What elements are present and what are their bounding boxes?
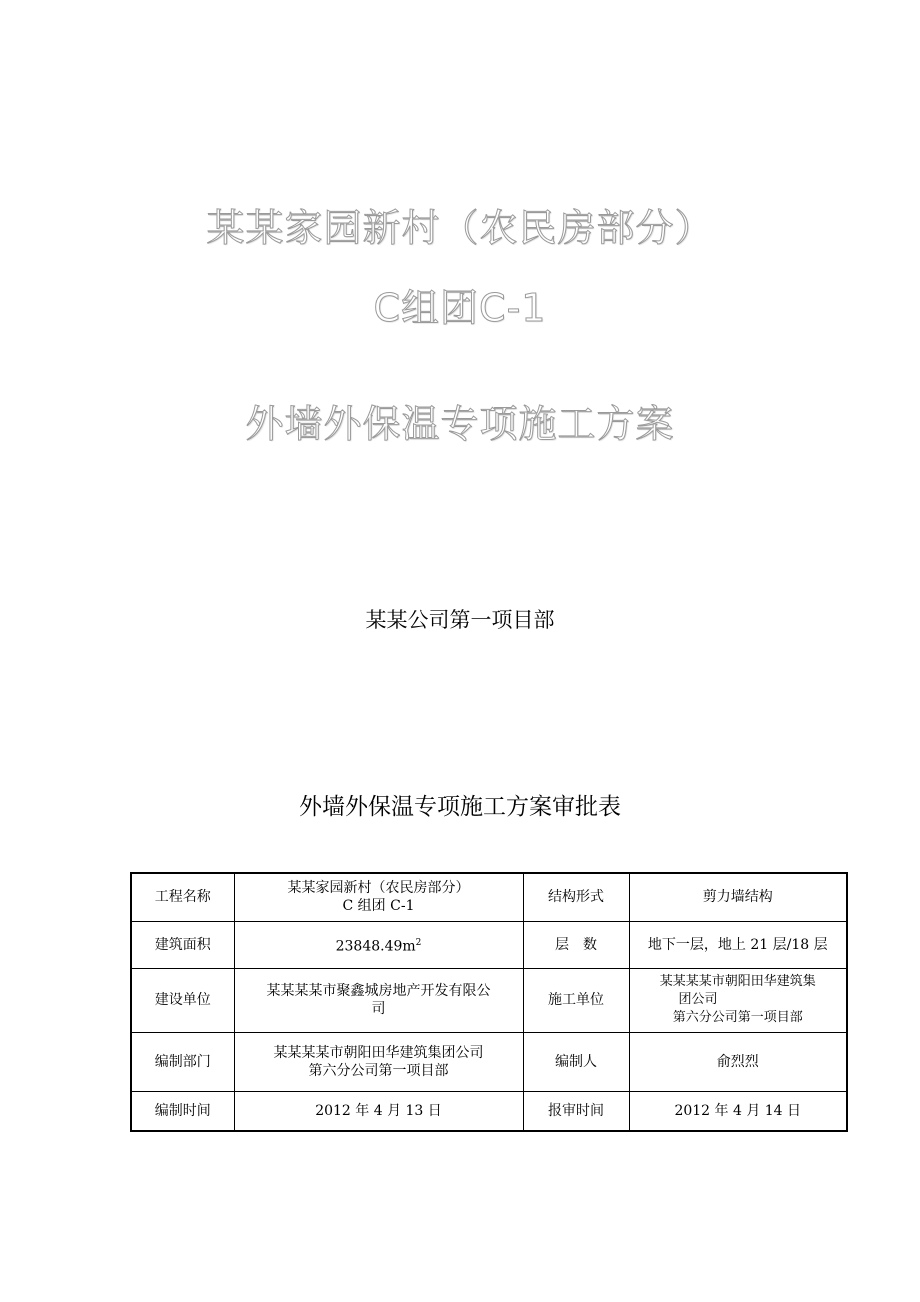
label-prepared-dept: 编制部门 [131, 1032, 234, 1091]
cover-title-scheme: 外墙外保温专项施工方案 [245, 402, 675, 446]
value-building-area-exponent: 2 [415, 937, 422, 948]
label-preparer: 编制人 [523, 1032, 629, 1091]
value-contractor-line3: 第六分公司第一项目部 [672, 1010, 803, 1025]
cover-title-project: 某某家园新村（农民房部分） [206, 206, 714, 250]
value-developer [234, 968, 523, 1032]
label-floors: 层 数 [523, 921, 629, 968]
value-prepared-dept-line1: 某某某某市朝阳田华建筑集团公司 [273, 1044, 484, 1061]
cover-title-group: C组团C-1 [373, 286, 547, 330]
table-row-developer [131, 968, 847, 1032]
value-contractor-line1: 某某某某市朝阳田华建筑集 [659, 974, 816, 989]
value-structure-type: 剪力墙结构 [629, 873, 847, 921]
label-prepared-date: 编制时间 [131, 1091, 234, 1131]
label-contractor: 施工单位 [523, 968, 629, 1032]
value-contractor-line2: 团公司 [678, 992, 718, 1007]
label-building-area: 建筑面积 [131, 921, 234, 968]
value-floors: 地下一层，地上 21 层/18 层 [629, 921, 847, 968]
value-project-name-line1: 某某家园新村（农民房部分） [287, 880, 470, 897]
organization-name: 某某公司第一项目部 [365, 608, 555, 632]
table-row-prepared-dept [131, 1032, 847, 1091]
value-developer-line2: 司 [371, 1001, 386, 1017]
value-project-name [234, 873, 523, 921]
table-row-dates [131, 1091, 847, 1131]
label-project-name: 工程名称 [131, 873, 234, 921]
table-row-project-name [131, 873, 847, 921]
value-building-area [234, 921, 523, 968]
value-building-area-number: 23848.49m [335, 938, 416, 955]
label-structure-type: 结构形式 [523, 873, 629, 921]
value-developer-line1: 某某某某市聚鑫城房地产开发有限公 [266, 983, 491, 999]
label-developer: 建设单位 [131, 968, 234, 1032]
value-prepared-dept-line2: 第六分公司第一项目部 [308, 1062, 449, 1079]
value-project-name-line2: C 组团 C-1 [342, 898, 415, 915]
value-prepared-date: 2012 年 4 月 13 日 [234, 1091, 523, 1131]
value-contractor [629, 968, 847, 1032]
value-prepared-dept [234, 1032, 523, 1091]
approval-table [130, 872, 848, 1132]
approval-table-title: 外墙外保温专项施工方案审批表 [299, 794, 621, 820]
table-row-building-area [131, 921, 847, 968]
label-submit-date: 报审时间 [523, 1091, 629, 1131]
value-preparer: 俞烈烈 [629, 1032, 847, 1091]
value-submit-date: 2012 年 4 月 14 日 [629, 1091, 847, 1131]
